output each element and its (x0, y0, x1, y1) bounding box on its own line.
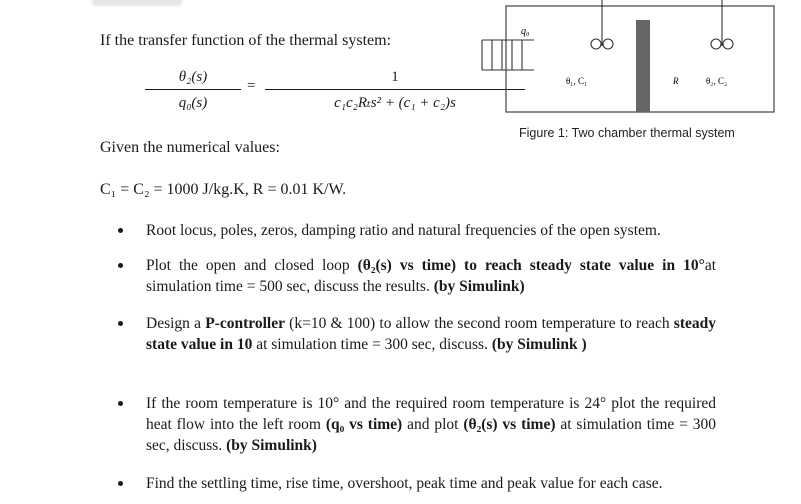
formula-lhs (145, 66, 241, 114)
list-item-text (146, 255, 716, 297)
text-run: If the room temperature is 10° and the required room temperature is 24° plot the required heat flow into the left room (146, 395, 716, 433)
text-run: Plot the open and closed loop (146, 257, 358, 274)
given-heading: Given the numerical values: (100, 139, 280, 156)
text-run: (k=10 & 100) to allow the second room temperature to reach (284, 315, 674, 332)
bullet-icon (118, 228, 123, 233)
text-run-bold: (θ₂(s) vs time) (463, 416, 556, 433)
list-item-text (146, 393, 716, 456)
text-run: at simulation time = 300 sec, discuss. (252, 336, 492, 353)
text-run-bold: (by Simulink) (433, 278, 525, 295)
cropped-heading (92, 0, 182, 6)
numerical-values: C₁ = C₂ = 1000 J/kg.K, R = 0.01 K/W. (100, 181, 347, 198)
text-run: and plot (402, 416, 464, 433)
fraction-bar (145, 89, 241, 90)
text-run: at simulation time = 300 sec, discuss. (146, 416, 716, 454)
text-run-bold: (by Simulink ) (491, 336, 587, 353)
text-run-bold: steady state value in 10 (146, 315, 716, 353)
formula-rhs-denominator: c₁c₂Rₜs² + (c₁ + c₂)s (334, 95, 456, 111)
formula-lhs-denominator: q₀(s) (178, 95, 208, 111)
separator-wall (636, 20, 650, 112)
list-item-text (146, 313, 716, 355)
figure-caption: Figure 1: Two chamber thermal system (519, 126, 735, 140)
stirrer-right-icon (711, 0, 733, 49)
list-item-text: Root locus, poles, zeros, damping ratio and natural frequencies of the open system. (146, 222, 661, 239)
formula-lhs-numerator: θ₂(s) (178, 69, 208, 85)
heater-icon (482, 40, 534, 70)
text-run-bold: (q₀ vs time) (325, 416, 403, 433)
heater-label: q₀ (521, 26, 530, 37)
text-run-bold: (θ₂(s) vs time) to reach steady state value in 10° (357, 257, 705, 274)
stirrer-left-icon (591, 0, 613, 49)
text-run: Design a (146, 315, 206, 332)
bullet-icon (118, 321, 123, 326)
list-item-text: Find the settling time, rise time, overshoot, peak time and peak value for each case. (146, 475, 663, 492)
intro-text: If the transfer function of the thermal system: (100, 32, 392, 49)
text-run-bold: (by Simulink) (226, 437, 317, 454)
resistance-label: R (673, 76, 679, 86)
left-room-label: θ₁, C₁ (566, 76, 588, 86)
thermal-system-diagram (478, 0, 778, 120)
bullet-icon (118, 401, 123, 406)
right-room-label: θ₂, C₂ (706, 76, 728, 86)
text-run: at simulation time = 500 sec, discuss the results. (146, 257, 716, 295)
bullet-icon (118, 263, 123, 268)
bullet-icon (118, 481, 123, 486)
equals-sign: = (247, 78, 256, 94)
formula-rhs-numerator: 1 (391, 69, 399, 85)
text-run-bold: P-controller (205, 315, 285, 332)
